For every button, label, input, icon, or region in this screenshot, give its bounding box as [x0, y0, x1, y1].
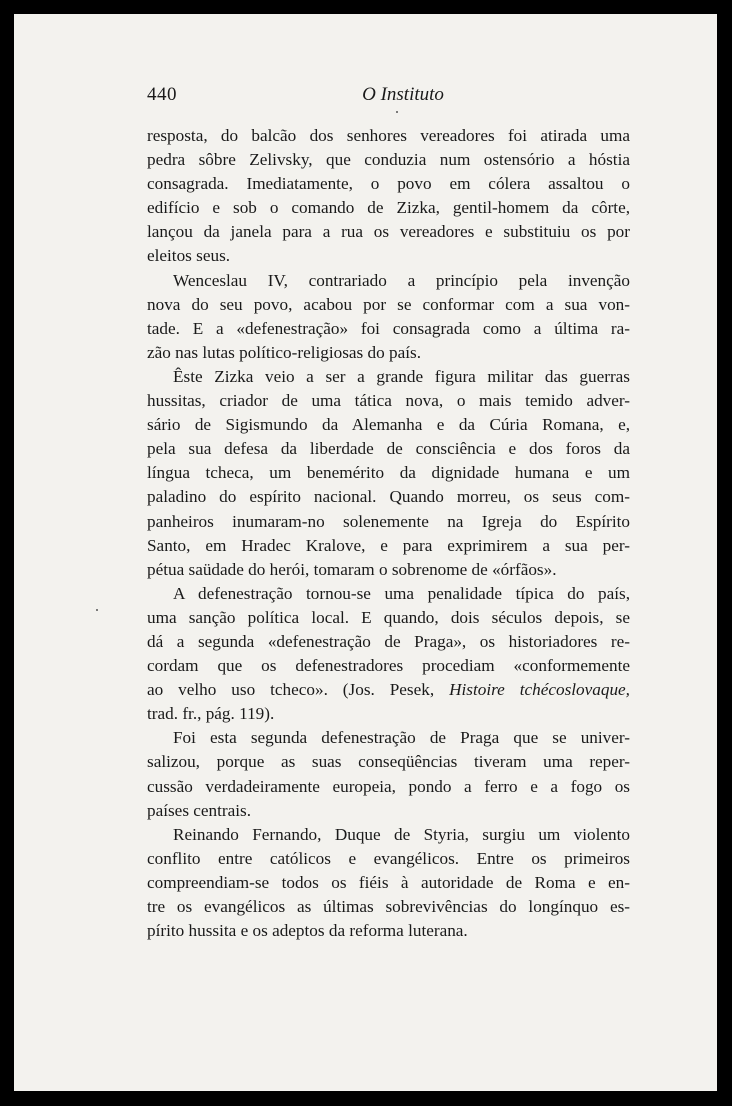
text-line: lançou da janela para a rua os vereadores e substituiu os por	[147, 222, 630, 242]
text-line: trad. fr., pág. 119).	[147, 704, 275, 724]
text-line: hussitas, criador de uma tática nova, o mais temido adver-	[147, 391, 630, 411]
print-speck	[96, 609, 98, 611]
body-text	[147, 124, 630, 943]
text-line: consagrada. Imediatamente, o povo em cólera assaltou o	[147, 174, 630, 194]
text-line: Reinando Fernando, Duque de Styria, surgiu um violento	[173, 824, 630, 844]
text-line: língua tcheca, um benemérito da dignidade humana e um	[147, 463, 630, 483]
text-line: pedra sôbre Zelivsky, que conduzia num ostensório a hóstia	[147, 150, 630, 170]
text-line: paladino do espírito nacional. Quando morreu, os seus com-	[147, 487, 630, 507]
text-line: cussão verdadeiramente europeia, pondo a ferro e a fogo os	[147, 776, 630, 796]
text-line: resposta, do balcão dos senhores vereadores foi atirada uma	[147, 126, 630, 145]
text-line: tade. E a «defenestração» foi consagrada como a última ra-	[147, 318, 630, 338]
text-line: A defenestração tornou-se uma penalidade típica do país,	[173, 583, 630, 603]
text-line: pétua saüdade do herói, tomaram o sobrenome de «órfãos».	[147, 559, 557, 579]
text-line: sário de Sigismundo da Alemanha e da Cúria Romana, e,	[147, 415, 630, 435]
text-line: salizou, porque as suas conseqüências tiveram uma reper-	[147, 752, 630, 772]
text-line: Foi esta segunda defenestração de Praga que se univer-	[173, 728, 630, 748]
print-speck	[396, 111, 398, 113]
page-number: 440	[147, 84, 177, 105]
text-line: zão nas lutas político-religiosas do país.	[147, 342, 421, 362]
text-line: uma sanção política local. E quando, dois séculos depois, se	[147, 607, 630, 627]
text-line: cordam que os defenestradores procediam «conformemente	[147, 656, 630, 676]
text-line: pírito hussita e os adeptos da reforma luterana.	[147, 921, 468, 941]
text-line: edifício e sob o comando de Zizka, gentil-homem da côrte,	[147, 198, 630, 218]
text-line: tre os evangélicos as últimas sobrevivências do longínquo es-	[147, 897, 630, 916]
text-line: panheiros inumaram-no solenemente na Igreja do Espírito	[147, 511, 630, 531]
text-line-with-citation	[147, 678, 630, 702]
text-line: países centrais.	[147, 800, 252, 820]
text-line: Wenceslau IV, contrariado a princípio pela invenção	[173, 270, 630, 290]
citation-title: Histoire tchécoslovaque,	[449, 680, 630, 700]
text-line: Êste Zizka veio a ser a grande figura militar das guerras	[173, 366, 630, 386]
text-line: compreendiam-se todos os fiéis à autoridade de Roma e en-	[147, 872, 630, 892]
text-line: nova do seu povo, acabou por se conformar com a sua von-	[147, 294, 630, 314]
book-page	[14, 14, 717, 1091]
text-line: pela sua defesa da liberdade de consciência e dos foros da	[147, 439, 630, 459]
text-line: conflito entre católicos e evangélicos. Entre os primeiros	[147, 848, 630, 868]
journal-title: O Instituto	[362, 84, 444, 105]
text-segment: ao velho uso tcheco». (Jos. Pesek,	[147, 680, 450, 700]
text-line: dá a segunda «defenestração de Praga», os historiadores re-	[147, 631, 630, 651]
running-head	[147, 84, 629, 110]
text-line: eleitos seus.	[147, 246, 231, 266]
text-line: Santo, em Hradec Kralove, e para exprimirem a sua per-	[147, 535, 630, 555]
